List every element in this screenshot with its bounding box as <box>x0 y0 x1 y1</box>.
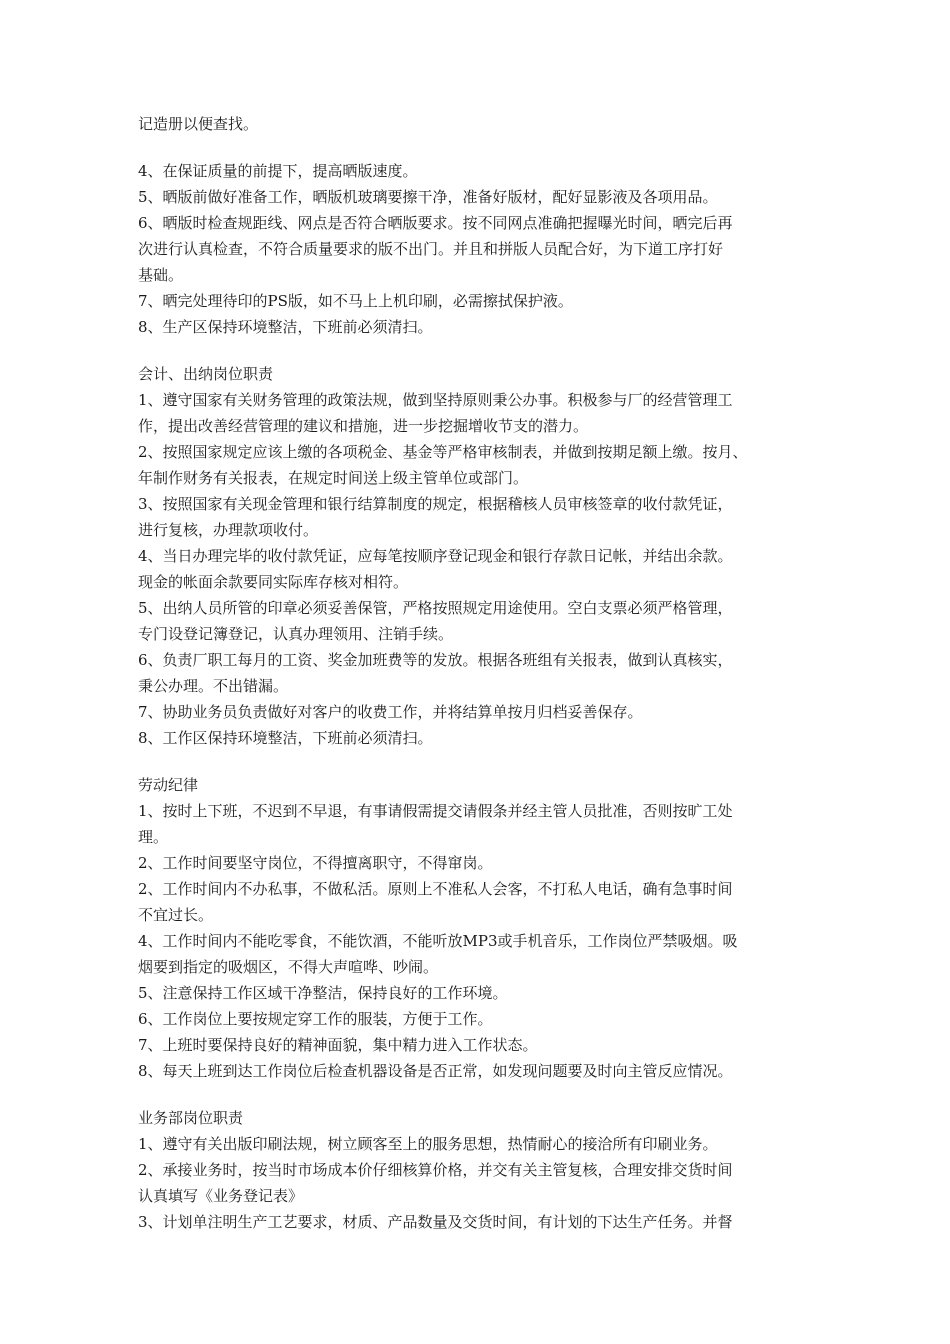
discipline-line: 1、按时上下班，不迟到不早退，有事请假需提交请假条并经主管人员批准，否则按旷工处 <box>138 802 733 820</box>
printing-item-5: 5、晒版前做好准备工作，晒版机玻璃要擦干净，准备好版材，配好显影液及各项用品。 <box>138 188 718 206</box>
sales-line: 1、遵守有关出版印刷法规，树立顾客至上的服务思想，热情耐心的接洽所有印刷业务。 <box>138 1135 718 1153</box>
printing-item-7: 7、晒完处理待印的PS版，如不马上上机印刷，必需擦拭保护液。 <box>138 292 573 310</box>
discipline-line: 6、工作岗位上要按规定穿工作的服装，方便于工作。 <box>138 1010 493 1028</box>
discipline-line: 烟要到指定的吸烟区，不得大声喧哗、吵闹。 <box>138 958 439 976</box>
paragraph-gap <box>138 343 828 364</box>
paragraph-gap <box>138 1087 828 1108</box>
section-heading-accounting: 会计、出纳岗位职责 <box>138 365 274 383</box>
discipline-line: 不宜过长。 <box>138 906 214 924</box>
accounting-line: 4、当日办理完毕的收付款凭证，应每笔按顺序登记现金和银行存款日记帐，并结出余款。 <box>138 547 733 565</box>
accounting-line: 专门设登记簿登记，认真办理领用、注销手续。 <box>138 625 454 643</box>
accounting-line: 秉公办理。不出错漏。 <box>138 677 289 695</box>
accounting-line: 进行复核，办理款项收付。 <box>138 521 319 539</box>
printing-duties-list <box>138 161 828 338</box>
accounting-line: 现金的帐面余款要同实际库存核对相符。 <box>138 573 409 591</box>
section-heading-sales: 业务部岗位职责 <box>138 1109 244 1127</box>
discipline-rules-list <box>138 801 828 1082</box>
sales-line: 3、计划单注明生产工艺要求，材质、产品数量及交货时间，有计划的下达生产任务。并督 <box>138 1213 733 1231</box>
discipline-line: 8、每天上班到达工作岗位后检查机器设备是否正常，如发现问题要及时向主管反应情况。 <box>138 1062 733 1080</box>
paragraph-gap <box>138 140 828 161</box>
discipline-line: 4、工作时间内不能吃零食，不能饮酒，不能听放MP3或手机音乐，工作岗位严禁吸烟。吸 <box>138 932 738 950</box>
sales-duties-list <box>138 1134 828 1233</box>
intro-line: 记造册以便查找。 <box>138 115 259 133</box>
discipline-line: 5、注意保持工作区域干净整洁，保持良好的工作环境。 <box>138 984 508 1002</box>
accounting-line: 年制作财务有关报表，在规定时间送上级主管单位或部门。 <box>138 469 529 487</box>
paragraph-gap <box>138 754 828 775</box>
accounting-line: 6、负责厂职工每月的工资、奖金加班费等的发放。根据各班组有关报表，做到认真核实， <box>138 651 733 669</box>
discipline-line: 7、上班时要保持良好的精神面貌，集中精力进入工作状态。 <box>138 1036 538 1054</box>
discipline-line: 2、工作时间要坚守岗位，不得擅离职守，不得窜岗。 <box>138 854 493 872</box>
sales-line: 认真填写《业务登记表》 <box>138 1187 304 1205</box>
accounting-line: 3、按照国家有关现金管理和银行结算制度的规定，根据稽核人员审核签章的收付款凭证， <box>138 495 733 513</box>
printing-item-6-line-3: 基础。 <box>138 266 184 284</box>
sales-line: 2、承接业务时，按当时市场成本价仔细核算价格，并交有关主管复核，合理安排交货时间 <box>138 1161 733 1179</box>
printing-item-6-line-1: 6、晒版时检查规距线、网点是否符合晒版要求。按不同网点准确把握曝光时间，晒完后再 <box>138 214 733 232</box>
printing-item-6-line-2: 次进行认真检查，不符合质量要求的版不出门。并且和拼版人员配合好，为下道工序打好 <box>138 240 724 258</box>
accounting-line: 1、遵守国家有关财务管理的政策法规，做到坚持原则秉公办事。积极参与厂的经营管理工 <box>138 391 733 409</box>
printing-item-4: 4、在保证质量的前提下，提高晒版速度。 <box>138 162 418 180</box>
accounting-line: 2、按照国家规定应该上缴的各项税金、基金等严格审核制表，并做到按期足额上缴。按月、 <box>138 443 748 461</box>
accounting-line: 8、工作区保持环境整洁，下班前必须清扫。 <box>138 729 433 747</box>
accounting-line: 7、协助业务员负责做好对客户的收费工作，并将结算单按月归档妥善保存。 <box>138 703 643 721</box>
discipline-line: 理。 <box>138 828 169 846</box>
accounting-line: 作，提出改善经营管理的建议和措施，进一步挖掘增收节支的潜力。 <box>138 417 589 435</box>
accounting-line: 5、出纳人员所管的印章必须妥善保管，严格按照规定用途使用。空白支票必须严格管理， <box>138 599 733 617</box>
accounting-duties-list <box>138 390 828 749</box>
discipline-line: 2、工作时间内不办私事，不做私活。原则上不准私人会客，不打私人电话，确有急事时间 <box>138 880 733 898</box>
printing-item-8: 8、生产区保持环境整洁，下班前必须清扫。 <box>138 318 433 336</box>
section-heading-discipline: 劳动纪律 <box>138 776 199 794</box>
document-body <box>138 114 828 1238</box>
